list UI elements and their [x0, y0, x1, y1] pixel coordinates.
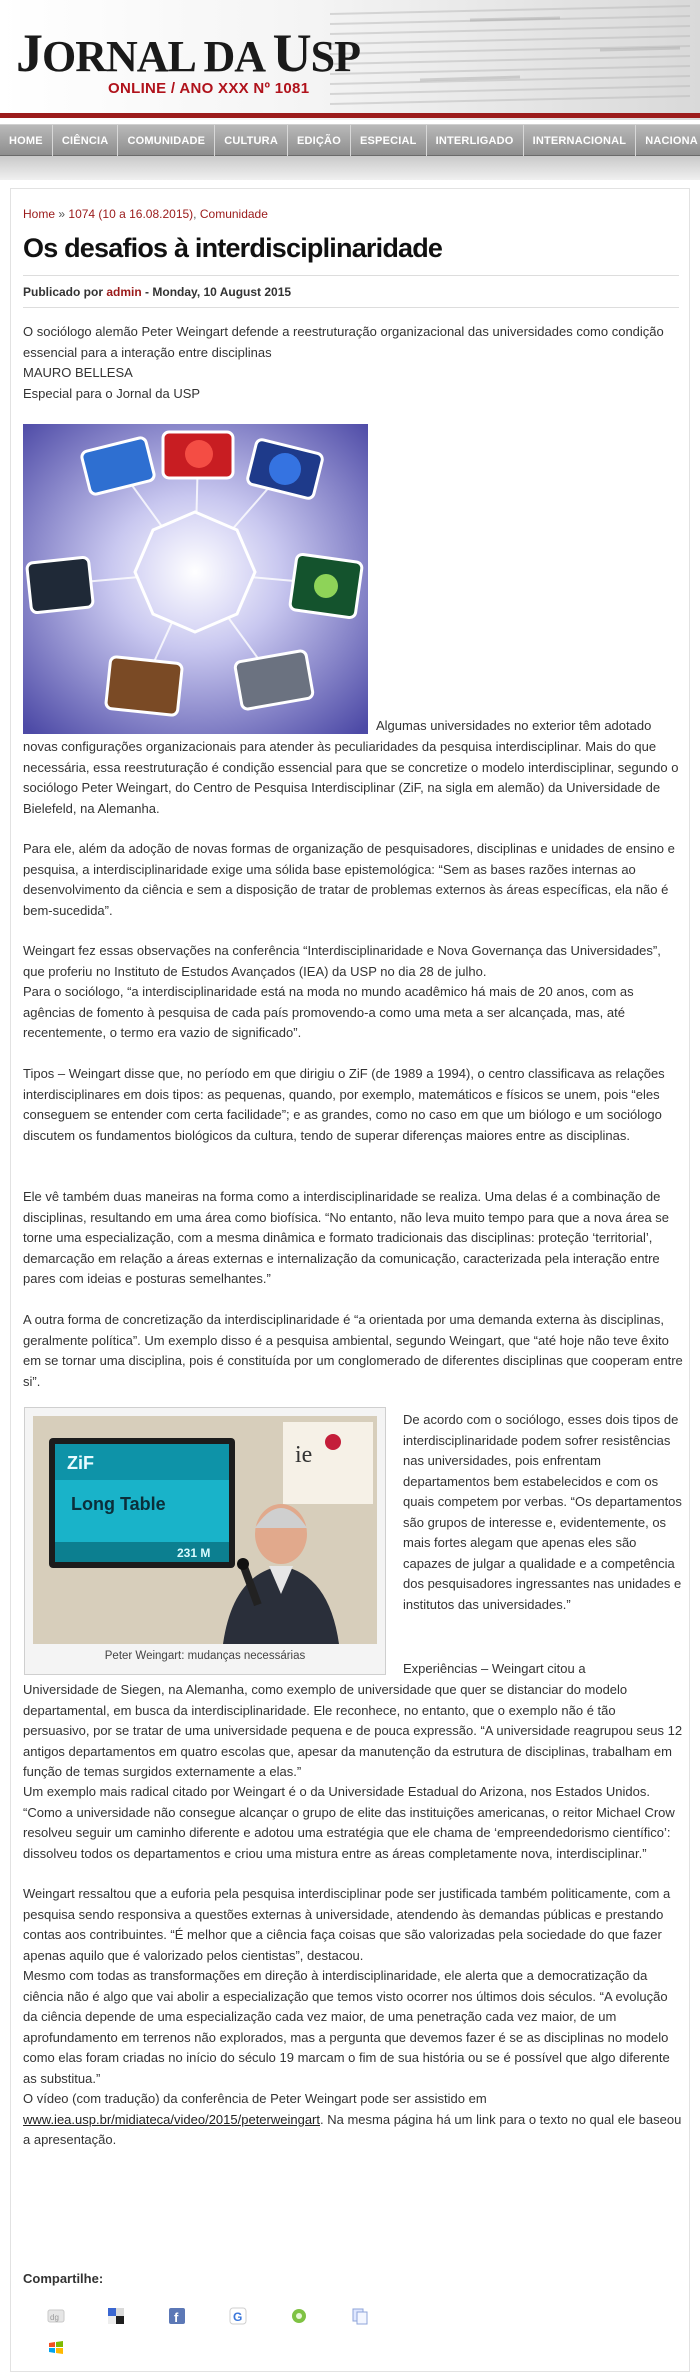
- weingart-photo: [33, 1416, 377, 1644]
- paragraph-2: Para ele, além da adoção de novas formas de organização de pesquisadores, disciplinas e unidades de ensino e pesquisa, a interdisciplinaridade exige uma sólida base epistemológica: “Sem as bases razões internas ao desenvolvimento da ciência e sem a disposição de tratar de problemas externos às áreas específicas, ela não é bem-sucedida”.: [23, 841, 675, 918]
- illustration-svg: [23, 424, 368, 734]
- technorati-icon[interactable]: [351, 2307, 369, 2325]
- photo-caption: Peter Weingart: mudanças necessárias: [104, 1650, 306, 1662]
- logo-word-sp: SP: [310, 32, 360, 81]
- breadcrumb-comma: ,: [193, 207, 197, 221]
- page-title: Os desafios à interdisciplinaridade: [23, 233, 443, 263]
- breadcrumb-home-link[interactable]: Home: [23, 207, 56, 221]
- paragraph-4: Para o sociólogo, “a interdisciplinaridade está na moda no mundo acadêmico há mais de 20 anos, com as agências de fomento à pesquisa de cada país promovendo-a como uma meta a ser alcançada, mas, até recentemente, o termo era vazio de significado”.: [23, 984, 634, 1040]
- logo-letter-u: U: [272, 23, 311, 83]
- logo-word-ornal-da: ORNAL DA: [42, 32, 273, 81]
- paragraph-1: novas configurações organizacionais para atender às peculiaridades da pesquisa interdisciplinar. Mais do que necessária, essa reestruturação é condição essencial para que se concretize o modelo interdisciplinar, segundo o sociólogo Peter Weingart, do Centro de Pesquisa Interdisciplinar (ZiF, na sigla em alemão) da Universidade de Bielefeld, na Alemanha.: [23, 739, 679, 816]
- paragraph-13-end: . Na mesma página há um link para o texto no qual ele baseou a apresentação.: [23, 2111, 682, 2147]
- nav-item-interligado[interactable]: INTERLIGADO: [427, 125, 524, 157]
- masthead: [0, 0, 700, 120]
- paragraph-5: Tipos – Weingart disse que, no período em que dirigiu o ZiF (de 1989 a 1994), o centro classificava as relações interdisciplinares em dois tipos: as pequenas, quando, por exemplo, matemáticos e físicos se unem, pois “eles conseguem se entender com certa facilidade”; e as grandes, como no caso em que um biólogo e um sociólogo discutem os fundamentos biológicos da cultura, tendo de superar diferenças maiores entre as disciplinas.: [23, 1066, 665, 1143]
- interdisciplinarity-illustration: [23, 424, 368, 734]
- octagon-hub: [135, 512, 255, 632]
- main-navigation: [0, 124, 700, 156]
- article-lead: O sociólogo alemão Peter Weingart defende a reestruturação organizacional das universidades como condição essencial para a interação entre disciplinas: [23, 324, 664, 360]
- author-link[interactable]: admin: [106, 285, 142, 299]
- breadcrumb-separator: »: [58, 207, 66, 221]
- digg-icon[interactable]: [47, 2307, 65, 2325]
- paragraph-13: [23, 2089, 683, 2151]
- stumbleupon-icon[interactable]: [290, 2307, 308, 2325]
- edition-label: ONLINE / ANO XXX Nº 1081: [108, 80, 310, 97]
- nav-item-especial[interactable]: ESPECIAL: [351, 125, 427, 157]
- nav-shadow: [0, 156, 700, 180]
- photo-figure: [24, 1407, 386, 1675]
- nav-item-internacional[interactable]: INTERNACIONAL: [524, 125, 637, 157]
- breadcrumb: [23, 207, 268, 221]
- windows-live-icon[interactable]: [47, 2339, 65, 2357]
- breadcrumb-section-link[interactable]: Comunidade: [199, 207, 268, 221]
- publish-date: - Monday, 10 August 2015: [145, 285, 292, 299]
- paragraph-3: Weingart fez essas observações na conferência “Interdisciplinaridade e Nova Governança das Universidades”, que proferiu no Instituto de Estudos Avançados (IEA) da USP no dia 28 de julho.: [23, 943, 661, 979]
- nav-item-naciona[interactable]: NACIONA: [636, 125, 700, 157]
- paragraph-10: Um exemplo mais radical citado por Weingart é o da Universidade Estadual do Arizona, nos Estados Unidos. “Como a universidade não consegue alcançar o grupo de elite das instituições americanas, o reitor Michael Crow resolveu seguir um caminho diferente e adotou uma estratégia que ele chama de ‘empreendedorismo científico’: dissolveu todos os departamentos e criou uma mistura entre as áreas completamente nova, interdisciplinar.”: [23, 1784, 675, 1861]
- equations-image-panel: [105, 656, 182, 715]
- paragraph-9: Universidade de Siegen, na Alemanha, como exemplo de universidade que quer se distanciar do modelo departamental, em busca da interdisciplinaridade. Ele reconhece, no entanto, que o exemplo não é tão persuasivo, por se tratar de uma universidade pequena e de pouca expressão. “A universidade reagrupou seus 12 antigos departamentos em quatro escolas que, apesar da manutenção da estrutura de disciplinas, trabalham em função de temas surgidos externamente a elas.”: [23, 1682, 683, 1779]
- paragraph-12: Mesmo com todas as transformações em direção à interdisciplinaridade, ele alerta que a democratização da ciência não é algo que vai abolir a especialização que temos visto ocorrer nos últimos dois séculos. “A evolução da ciência depende de uma especialização cada vez maior, de uma penetração cada vez maior, de um aprofundamento em terrenos não explorados, mas a pergunta que devemos fazer é se as disciplinas no modelo como elas foram criadas no início do século 19 marcam o fim de sua história ou se é possível que algo diferente as substitua.”: [23, 1968, 670, 2086]
- masthead-divider: [0, 113, 700, 118]
- share-title: Compartilhe:: [23, 2271, 104, 2286]
- paragraph-13-start: O vídeo (com tradução) da conferência de Peter Weingart pode ser assistido em: [23, 2091, 487, 2106]
- divider: [23, 307, 679, 308]
- article-container: [10, 188, 690, 2372]
- nav-item-comunidade[interactable]: COMUNIDADE: [118, 125, 215, 157]
- satellite-image-panel: [27, 557, 94, 613]
- paragraph-1-start: Algumas universidades no exterior têm adotado: [376, 718, 652, 733]
- nav-item-home[interactable]: HOME: [0, 125, 53, 157]
- site-logo[interactable]: [16, 23, 360, 83]
- nav-item-edicao[interactable]: EDIÇÃO: [288, 125, 351, 157]
- byline: [23, 285, 291, 299]
- gears-image-panel: [234, 650, 313, 710]
- divider: [23, 275, 679, 276]
- photo-svg: [33, 1416, 377, 1644]
- screen-title-text: Long Table: [71, 1494, 166, 1514]
- breadcrumb-issue-link[interactable]: 1074 (10 a 16.08.2015): [68, 207, 194, 221]
- nav-item-cultura[interactable]: CULTURA: [215, 125, 288, 157]
- nav-item-ciencia[interactable]: CIÊNCIA: [53, 125, 119, 157]
- svg-text:dg: dg: [50, 2313, 59, 2322]
- byline-prefix: Publicado por: [23, 285, 104, 299]
- paragraph-8: De acordo com o sociólogo, esses dois tipos de interdisciplinaridade podem sofrer resistências nas universidades, pois enfrentam departamentos bem estabelecidos e com os quais competem por verbas. “Os departamentos são grupos de interesse e, evidentemente, os mais fortes alegam que apenas eles são capazes de julgar a qualidade e a competência dos pesquisadores ingressantes nas unidades e institutos das universidades.”: [403, 1412, 682, 1612]
- delicious-icon[interactable]: [107, 2307, 125, 2325]
- paragraph-7: A outra forma de concretização da interdisciplinaridade é “a orientada por uma demanda externa às disciplinas, geralmente política”. Um exemplo disso é a pesquisa ambiental, segundo Weingart, que “até hoje não teve êxito em se tornar uma disciplina, pois é constituída por um conglomerado de diferentes disciplinas que cooperam entre si”.: [23, 1312, 683, 1389]
- video-link[interactable]: www.iea.usp.br/midiateca/video/2015/peterweingart: [23, 2111, 321, 2127]
- facebook-icon[interactable]: [168, 2307, 186, 2325]
- nav-list: [0, 125, 700, 157]
- paragraph-6: Ele vê também duas maneiras na forma como a interdisciplinaridade se realiza. Uma delas é a combinação de disciplinas, resultando em uma área como biofísica. “No entanto, não leva muito tempo para que a nova área se torne uma especialização, com a mesma dinâmica e formato tradicionais das disciplinas: proteção ‘territorial’, demarcação em relação a áreas externas e internalização da comunicação, caracterizada pela interação entre pares com ideias e posturas semelhantes.”: [23, 1189, 670, 1286]
- screen-brand-text: ZiF: [67, 1453, 94, 1473]
- svg-text:G: G: [233, 2310, 243, 2324]
- paragraph-11: Weingart ressaltou que a euforia pela pesquisa interdisciplinar pode ser justificada também politicamente, com a pesquisa sendo responsiva a questões externas à universidade, atendendo às demandas públicas e prestando contas aos contribuintes. “É melhor que a ciência faça coisas que são valorizadas pela sociedade do que fazer apenas aquilo que é valorizado pelos cientistas”, destacou.: [23, 1886, 671, 1963]
- screen-number-text: 231 M: [177, 1546, 211, 1560]
- iea-logo-text: ie: [295, 1442, 313, 1468]
- svg-text:f: f: [174, 2310, 179, 2325]
- paragraph-9-start: Experiências – Weingart citou a: [403, 1661, 586, 1676]
- special-credit: Especial para o Jornal da USP: [23, 386, 201, 401]
- google-icon[interactable]: [229, 2307, 247, 2325]
- reporter-name: MAURO BELLESA: [23, 365, 133, 380]
- logo-letter-j: J: [16, 23, 42, 83]
